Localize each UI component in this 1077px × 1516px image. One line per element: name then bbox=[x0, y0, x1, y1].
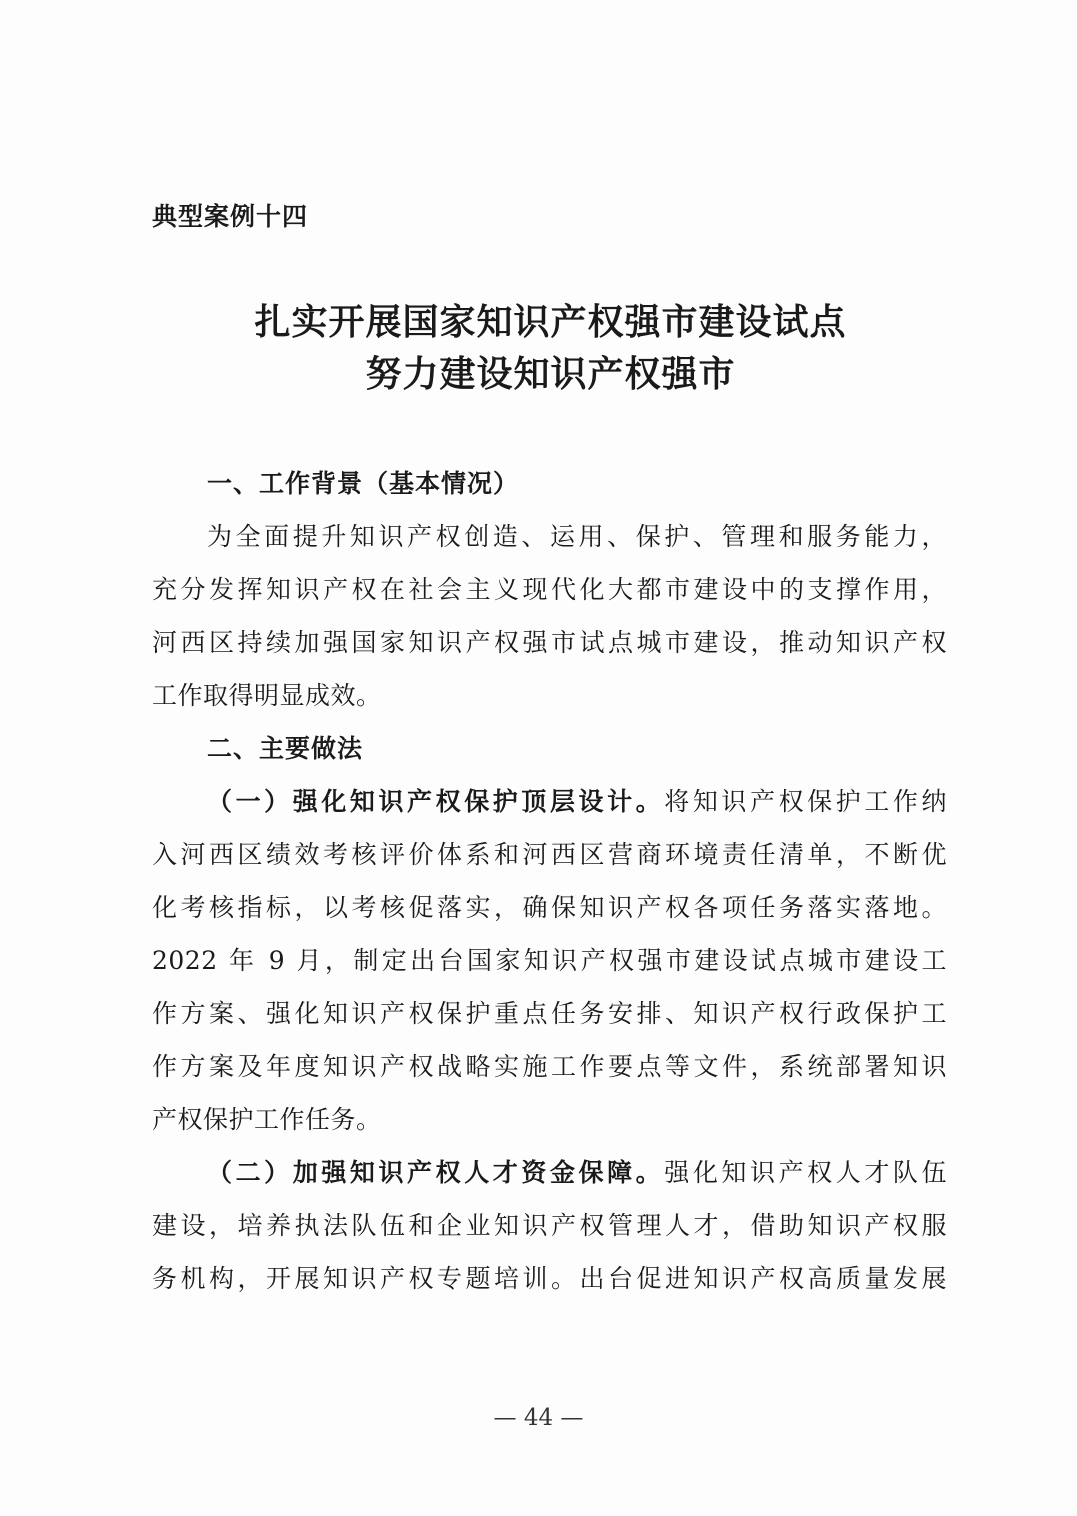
paragraph-line: 作方案、强化知识产权保护重点任务安排、知识产权行政保护工 bbox=[152, 999, 947, 1028]
document-title-line-2: 努力建设知识产权强市 bbox=[365, 354, 736, 395]
paragraph-line: 2022 年 9 月，制定出台国家知识产权强市建设试点城市建设工 bbox=[152, 946, 947, 975]
paragraph-line: 产权保护工作任务。 bbox=[152, 1105, 382, 1134]
page-number: — 44 — bbox=[493, 1405, 584, 1431]
paragraph-line-item-2 bbox=[207, 1153, 947, 1189]
paragraph-line: 建设，培养执法队伍和企业知识产权管理人才，借助知识产权服 bbox=[152, 1211, 947, 1240]
item-2-lead: （二）加强知识产权人才资金保障。 bbox=[207, 1158, 665, 1187]
item-1-lead: （一）强化知识产权保护顶层设计。 bbox=[207, 787, 665, 816]
section-heading-measures: 二、主要做法 bbox=[207, 734, 364, 763]
paragraph-line: 为全面提升知识产权创造、运用、保护、管理和服务能力， bbox=[207, 522, 947, 551]
paragraph-line: 河西区持续加强国家知识产权强市试点城市建设，推动知识产权 bbox=[152, 628, 947, 657]
section-heading-background: 一、工作背景（基本情况） bbox=[207, 469, 520, 498]
paragraph-line: 务机构，开展知识产权专题培训。出台促进知识产权高质量发展 bbox=[152, 1264, 947, 1293]
paragraph-line: 工作取得明显成效。 bbox=[152, 681, 382, 710]
item-2-first-line-rest: 强化知识产权人才队伍 bbox=[664, 1158, 947, 1187]
paragraph-line: 充分发挥知识产权在社会主义现代化大都市建设中的支撑作用， bbox=[152, 575, 947, 604]
paragraph-line: 入河西区绩效考核评价体系和河西区营商环境责任清单，不断优 bbox=[152, 840, 947, 869]
paragraph-line-item-1 bbox=[207, 782, 947, 818]
paragraph-line: 化考核指标，以考核促落实，确保知识产权各项任务落实落地。 bbox=[152, 893, 947, 922]
paragraph-line: 作方案及年度知识产权战略实施工作要点等文件，系统部署知识 bbox=[152, 1052, 947, 1081]
document-title-line-1: 扎实开展国家知识产权强市建设试点 bbox=[254, 302, 847, 343]
case-label: 典型案例十四 bbox=[152, 202, 309, 231]
item-1-first-line-rest: 将知识产权保护工作纳 bbox=[664, 787, 947, 816]
